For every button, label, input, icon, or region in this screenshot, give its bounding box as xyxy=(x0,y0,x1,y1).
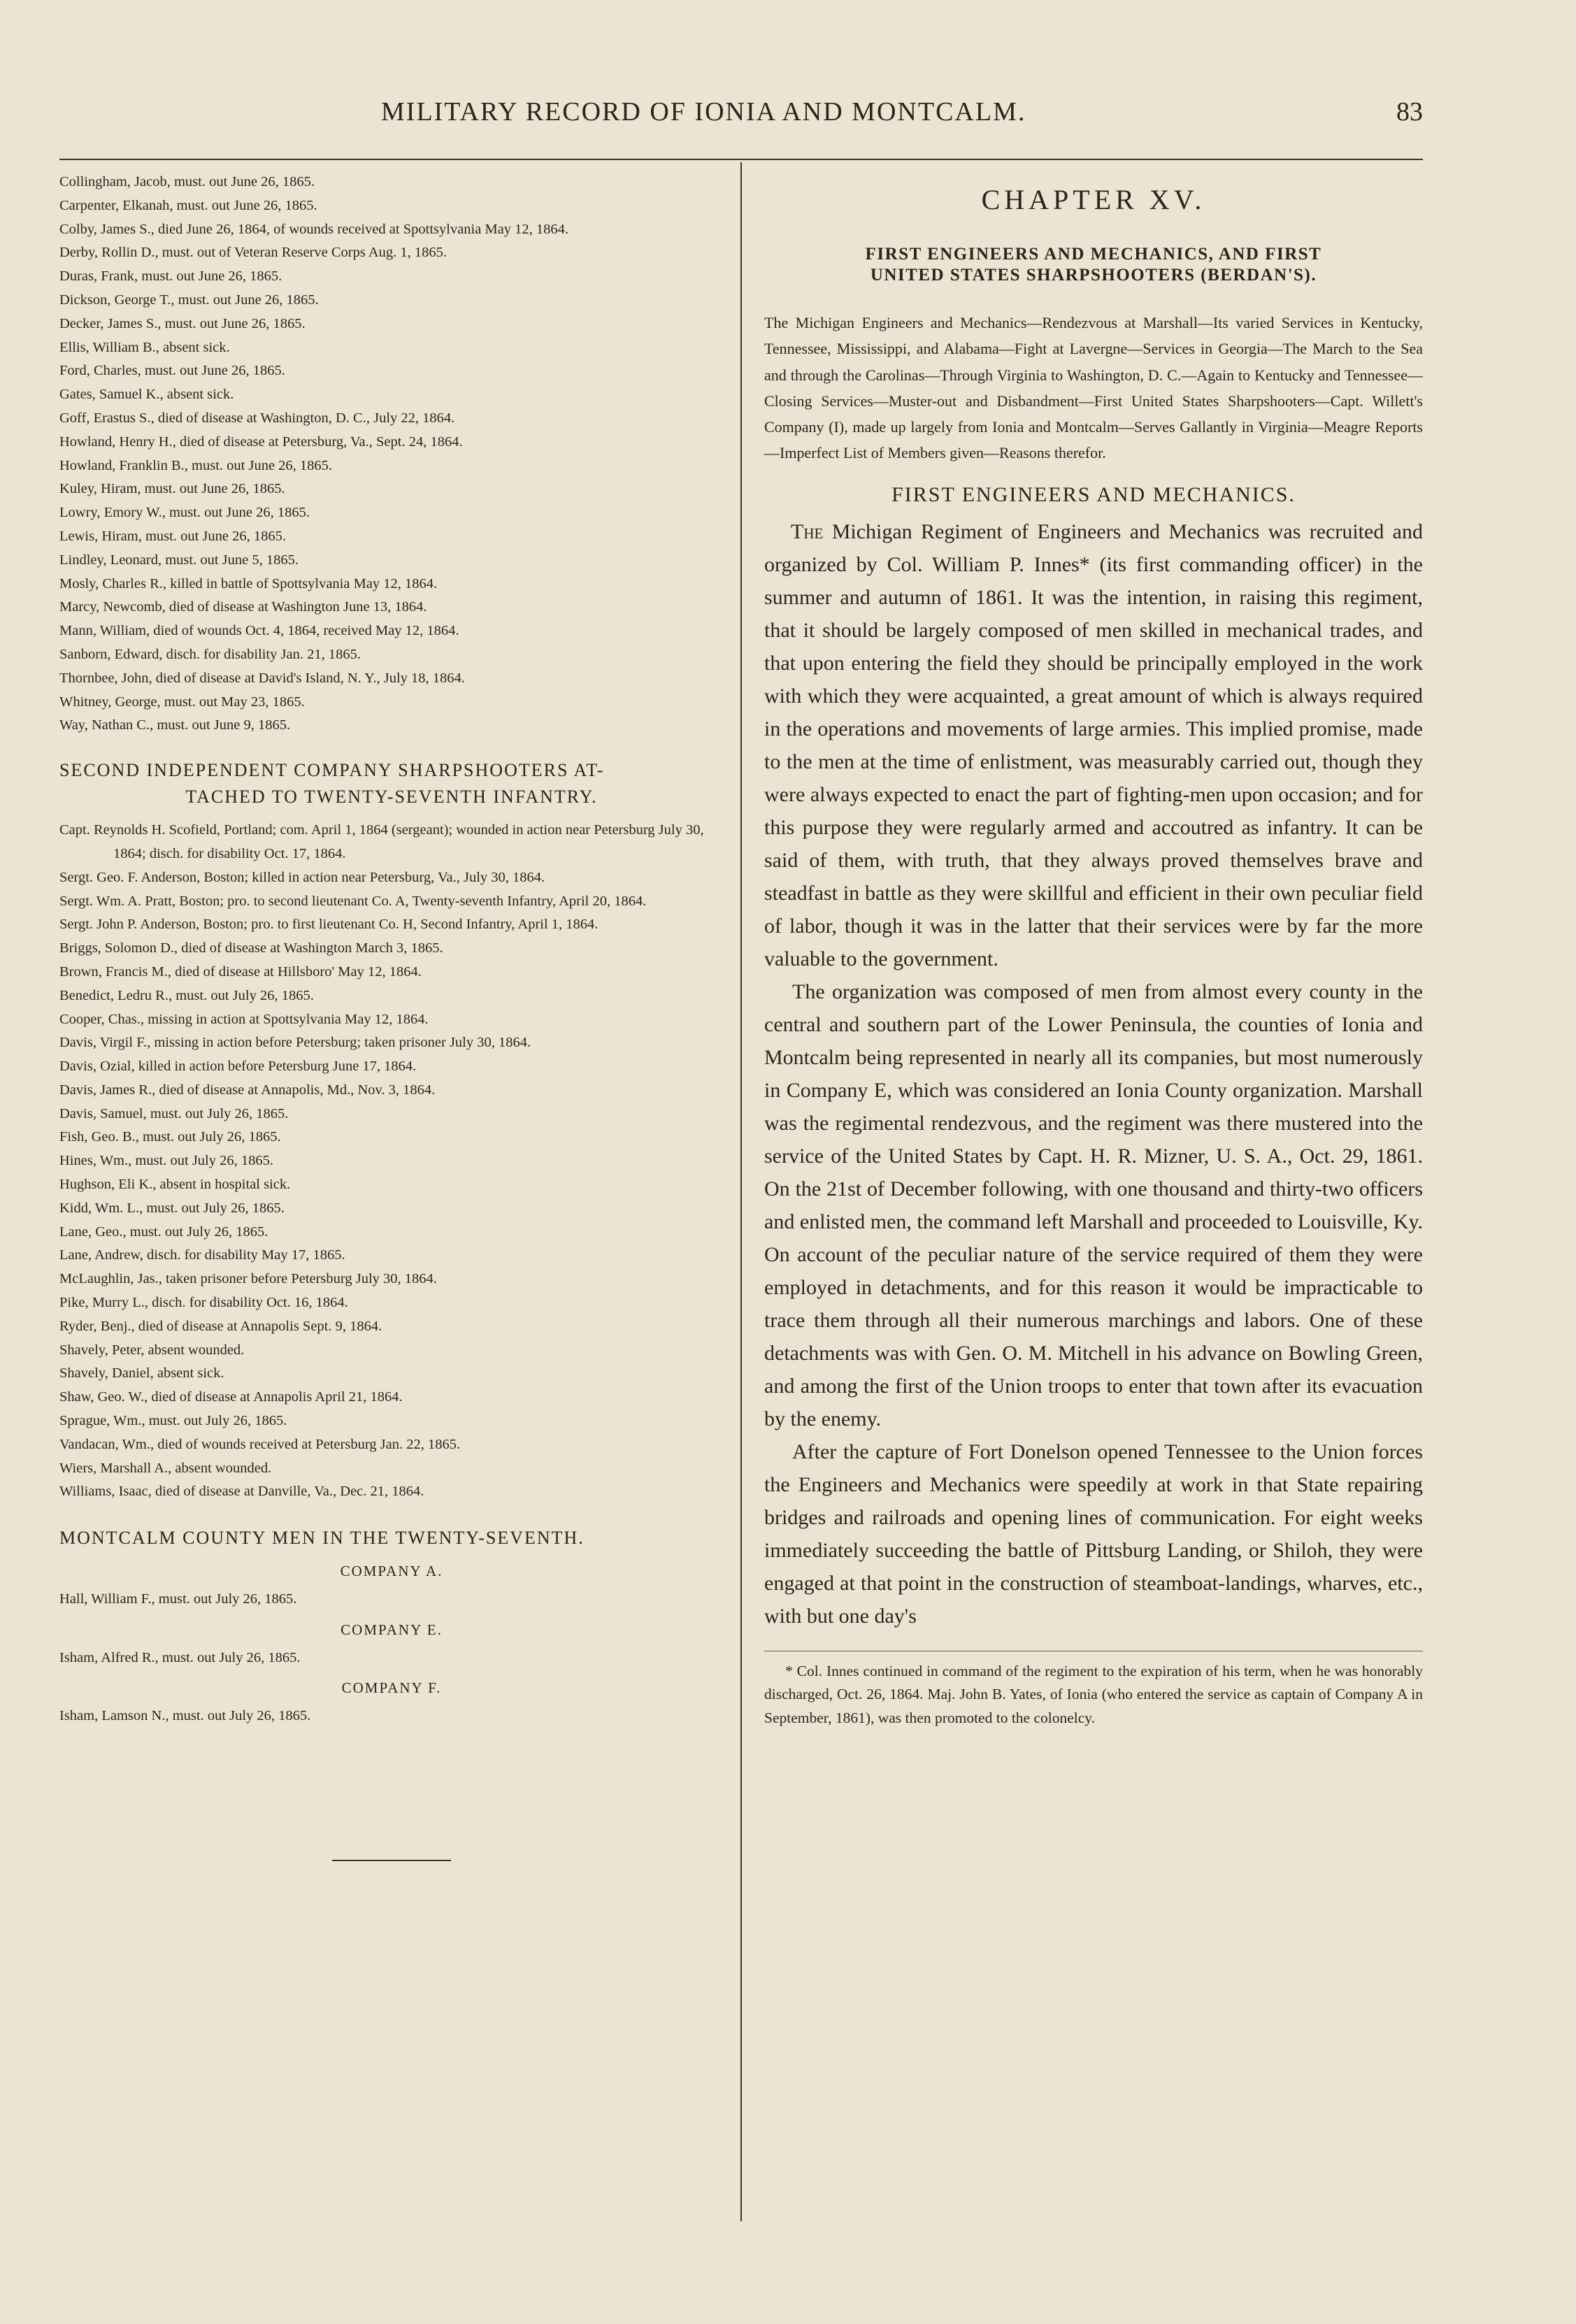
sharpshooters-heading-line1: SECOND INDEPENDENT COMPANY SHARPSHOOTERS AT- xyxy=(59,760,605,781)
paragraph-1 xyxy=(764,515,1423,975)
header-rule xyxy=(59,159,1423,160)
chapter-title: CHAPTER XV. xyxy=(981,184,1206,215)
roster-entry: Isham, Lamson N., must. out July 26, 1865. xyxy=(59,1708,311,1724)
roster-entry: Sprague, Wm., must. out July 26, 1865. xyxy=(59,1413,287,1429)
roster-entry: Hines, Wm., must. out July 26, 1865. xyxy=(59,1153,273,1169)
roster-entry: Dickson, George T., must. out June 26, 1865. xyxy=(59,292,319,308)
roster-entry: Brown, Francis M., died of disease at Hillsboro' May 12, 1864. xyxy=(59,963,422,980)
roster-entry: Mann, William, died of wounds Oct. 4, 1864, received May 12, 1864. xyxy=(59,623,459,639)
roster-entry: Thornbee, John, died of disease at David's Island, N. Y., July 18, 1864. xyxy=(59,670,465,686)
chapter-subtitle-line1: FIRST ENGINEERS AND MECHANICS, AND FIRST xyxy=(865,245,1322,264)
roster-entry: Kidd, Wm. L., must. out July 26, 1865. xyxy=(59,1200,285,1216)
roster-entry: Hughson, Eli K., absent in hospital sick. xyxy=(59,1177,291,1193)
roster-entry: Lowry, Emory W., must. out June 26, 1865. xyxy=(59,505,310,521)
roster-entry: Lindley, Leonard, must. out June 5, 1865. xyxy=(59,552,299,568)
roster-entry: Davis, Samuel, must. out July 26, 1865. xyxy=(59,1105,289,1121)
chapter-synopsis: The Michigan Engineers and Mechanics—Rendezvous at Marshall—Its varied Services in Kentucky, Tennessee, Mississippi, and Alabama—Fight at Lavergne—Services in Georgia—The March to the Sea and through the Carolinas—Through Virginia to Washington, D. C.—Again to Kentucky and Tennessee—Closing Services—Muster-out and Disbandment—First United States Sharpshooters—Capt. Willett's Company (I), made up largely from Ionia and Montcalm—Serves Gallantly in Virginia—Meagre Reports—Imperfect List of Members given—Reasons therefor. xyxy=(764,314,1423,462)
page-number: 83 xyxy=(1396,97,1423,127)
roster-entry: Briggs, Solomon D., died of disease at Washington March 3, 1865. xyxy=(59,940,443,956)
footnote: * Col. Innes continued in command of the regiment to the expiration of his term, when he was honorably discharged, Oct. 26, 1864. Maj. John B. Yates, of Ionia (who entered the service as captain of Company A in September, 1861), was then promoted to the colonelcy. xyxy=(764,1662,1423,1726)
chapter-subtitle xyxy=(764,244,1423,286)
roster-entry: Isham, Alfred R., must. out July 26, 1865. xyxy=(59,1649,301,1665)
roster-entry: Lane, Geo., must. out July 26, 1865. xyxy=(59,1224,268,1240)
roster-entry: Shavely, Peter, absent wounded. xyxy=(59,1342,245,1358)
running-title: MILITARY RECORD OF IONIA AND MONTCALM. xyxy=(381,97,1026,127)
roster-entry: Sergt. John P. Anderson, Boston; pro. to first lieutenant Co. H, Second Infantry, April 1, 1864. xyxy=(59,917,599,933)
roster-entry: Pike, Murry L., disch. for disability Oct. 16, 1864. xyxy=(59,1295,348,1311)
page-header xyxy=(59,96,1423,138)
roster-entry: Benedict, Ledru R., must. out July 26, 1865. xyxy=(59,987,314,1003)
roster-entry: Gates, Samuel K., absent sick. xyxy=(59,387,234,403)
roster-entry: Davis, Virgil F., missing in action before Petersburg; taken prisoner July 30, 1864. xyxy=(59,1035,531,1051)
roster-entry: Way, Nathan C., must. out June 9, 1865. xyxy=(59,717,291,733)
body-text xyxy=(764,515,1423,1633)
roster-entry: Williams, Isaac, died of disease at Danville, Va., Dec. 21, 1864. xyxy=(59,1484,424,1500)
company-e-heading: COMPANY E. xyxy=(341,1621,443,1638)
roster-entry: Mosly, Charles R., killed in battle of Spottsylvania May 12, 1864. xyxy=(59,575,438,591)
roster-entry: McLaughlin, Jas., taken prisoner before Petersburg July 30, 1864. xyxy=(59,1271,437,1287)
company-f-heading: COMPANY F. xyxy=(341,1679,442,1697)
roster-entry: Wiers, Marshall A., absent wounded. xyxy=(59,1460,272,1476)
paragraph-lead: The xyxy=(791,519,824,543)
roster-list-a xyxy=(59,171,724,738)
roster-entry: Decker, James S., must. out June 26, 1865. xyxy=(59,315,306,331)
paragraph-1-text: Michigan Regiment of Engineers and Mechanics was recruited and organized by Col. William P. Innes* (its first commanding officer) in the summer and autumn of 1861. It was the intention, in raising this regiment, that it should be largely composed of men skilled in mechanical trades, and that upon entering the field they should be principally employed in the work with which they were acquainted, a great amount of which is always required in the operations and movements of large armies. This implied promise, made to the men at the time of enlistment, was measurably carried out, though they were always expected to enact the part of fighting-men upon occasion; and for this purpose they were regularly armed and accoutred as infantry. It can be said of them, with truth, that they always proved themselves brave and steadfast in battle as they were skillful and efficient in their own peculiar field of labor, though it was in the latter that their services were by far the more valuable to the government. xyxy=(764,519,1424,970)
roster-entry: Davis, James R., died of disease at Annapolis, Md., Nov. 3, 1864. xyxy=(59,1082,436,1098)
roster-entry: Colby, James S., died June 26, 1864, of wounds received at Spottsylvania May 12, 1864. xyxy=(59,221,569,237)
roster-entry: Vandacan, Wm., died of wounds received at Petersburg Jan. 22, 1865. xyxy=(59,1436,461,1452)
roster-entry: Ryder, Benj., died of disease at Annapolis Sept. 9, 1864. xyxy=(59,1318,382,1334)
paragraph-3: After the capture of Fort Donelson opened Tennessee to the Union forces the Engineers and Mechanics were speedily at work in that State repairing bridges and railroads and opening lines of communication. For eight weeks immediately succeeding the battle of Pittsburg Landing, or Shiloh, they were engaged at that point in the construction of steamboat-landings, wharves, etc., with but one day's xyxy=(764,1440,1423,1628)
montcalm-heading: MONTCALM COUNTY MEN IN THE TWENTY-SEVENTH. xyxy=(59,1528,585,1549)
roster-entry: Carpenter, Elkanah, must. out June 26, 1865. xyxy=(59,197,317,213)
roster-entry: Ellis, William B., absent sick. xyxy=(59,339,230,355)
paragraph-2: The organization was composed of men from almost every county in the central and southern part of the Lower Peninsula, the counties of Ionia and Montcalm being represented in nearly all its companies, but most numerously in Company E, which was considered an Ionia County organization. Marshall was the regimental rendezvous, and the regiment was there mustered into the service of the United States by Capt. H. R. Mizner, U. S. A., Oct. 29, 1861. On the 21st of December following, with one thousand and thirty-two officers and enlisted men, the command left Marshall and proceeded to Louisville, Ky. On account of the peculiar nature of the service required of them they were employed in detachments, and for this reason it would be impracticable to trace them through all their numerous marchings and labors. One of these detachments was with Gen. O. M. Mitchell in his advance on Bowling Green, and among the first of the Union troops to enter that town after its evacuation by the enemy. xyxy=(764,980,1423,1430)
roster-list-b xyxy=(59,819,724,1504)
chapter-subtitle-line2: UNITED STATES SHARPSHOOTERS (BERDAN'S). xyxy=(870,266,1317,285)
roster-entry: Goff, Erastus S., died of disease at Washington, D. C., July 22, 1864. xyxy=(59,410,455,426)
roster-entry: Lewis, Hiram, must. out June 26, 1865. xyxy=(59,528,286,544)
roster-entry: Sanborn, Edward, disch. for disability Jan. 21, 1865. xyxy=(59,646,361,662)
roster-entry: Hall, William F., must. out July 26, 1865. xyxy=(59,1591,297,1607)
roster-entry: Shaw, Geo. W., died of disease at Annapolis April 21, 1864. xyxy=(59,1389,403,1405)
roster-entry: Fish, Geo. B., must. out July 26, 1865. xyxy=(59,1129,281,1145)
roster-entry: Davis, Ozial, killed in action before Petersburg June 17, 1864. xyxy=(59,1059,417,1075)
roster-entry: Cooper, Chas., missing in action at Spottsylvania May 12, 1864. xyxy=(59,1011,429,1027)
roster-entry: Howland, Henry H., died of disease at Petersburg, Va., Sept. 24, 1864. xyxy=(59,433,463,450)
right-column xyxy=(764,183,1423,1730)
roster-entry: Collingham, Jacob, must. out June 26, 1865. xyxy=(59,174,315,189)
sharpshooters-heading-line2: TACHED TO TWENTY-SEVENTH INFANTRY. xyxy=(185,787,598,808)
column-divider xyxy=(740,162,742,2221)
roster-entry: Ford, Charles, must. out June 26, 1865. xyxy=(59,363,285,379)
roster-entry: Capt. Reynolds H. Scofield, Portland; com. April 1, 1864 (sergeant); wounded in action near Petersburg July 30, 1864; disch. for disability Oct. 17, 1864. xyxy=(59,822,704,861)
roster-entry: Marcy, Newcomb, died of disease at Washington June 13, 1864. xyxy=(59,599,427,615)
roster-entry: Whitney, George, must. out May 23, 1865. xyxy=(59,694,305,710)
roster-entry: Shavely, Daniel, absent sick. xyxy=(59,1365,224,1382)
roster-entry: Howland, Franklin B., must. out June 26, 1865. xyxy=(59,457,333,473)
roster-entry: Kuley, Hiram, must. out June 26, 1865. xyxy=(59,481,285,497)
left-column xyxy=(59,171,724,1861)
end-rule xyxy=(332,1860,451,1861)
roster-entry: Duras, Frank, must. out June 26, 1865. xyxy=(59,268,282,285)
roster-entry: Lane, Andrew, disch. for disability May 17, 1865. xyxy=(59,1247,345,1263)
roster-entry: Derby, Rollin D., must. out of Veteran Reserve Corps Aug. 1, 1865. xyxy=(59,245,447,261)
section-title: FIRST ENGINEERS AND MECHANICS. xyxy=(891,482,1296,506)
roster-entry: Sergt. Geo. F. Anderson, Boston; killed in action near Petersburg, Va., July 30, 1864. xyxy=(59,869,545,885)
roster-entry: Sergt. Wm. A. Pratt, Boston; pro. to second lieutenant Co. A, Twenty-seventh Infantry, April 20, 1864. xyxy=(59,893,647,909)
sharpshooters-heading xyxy=(59,757,724,810)
company-a-heading: COMPANY A. xyxy=(340,1563,443,1580)
